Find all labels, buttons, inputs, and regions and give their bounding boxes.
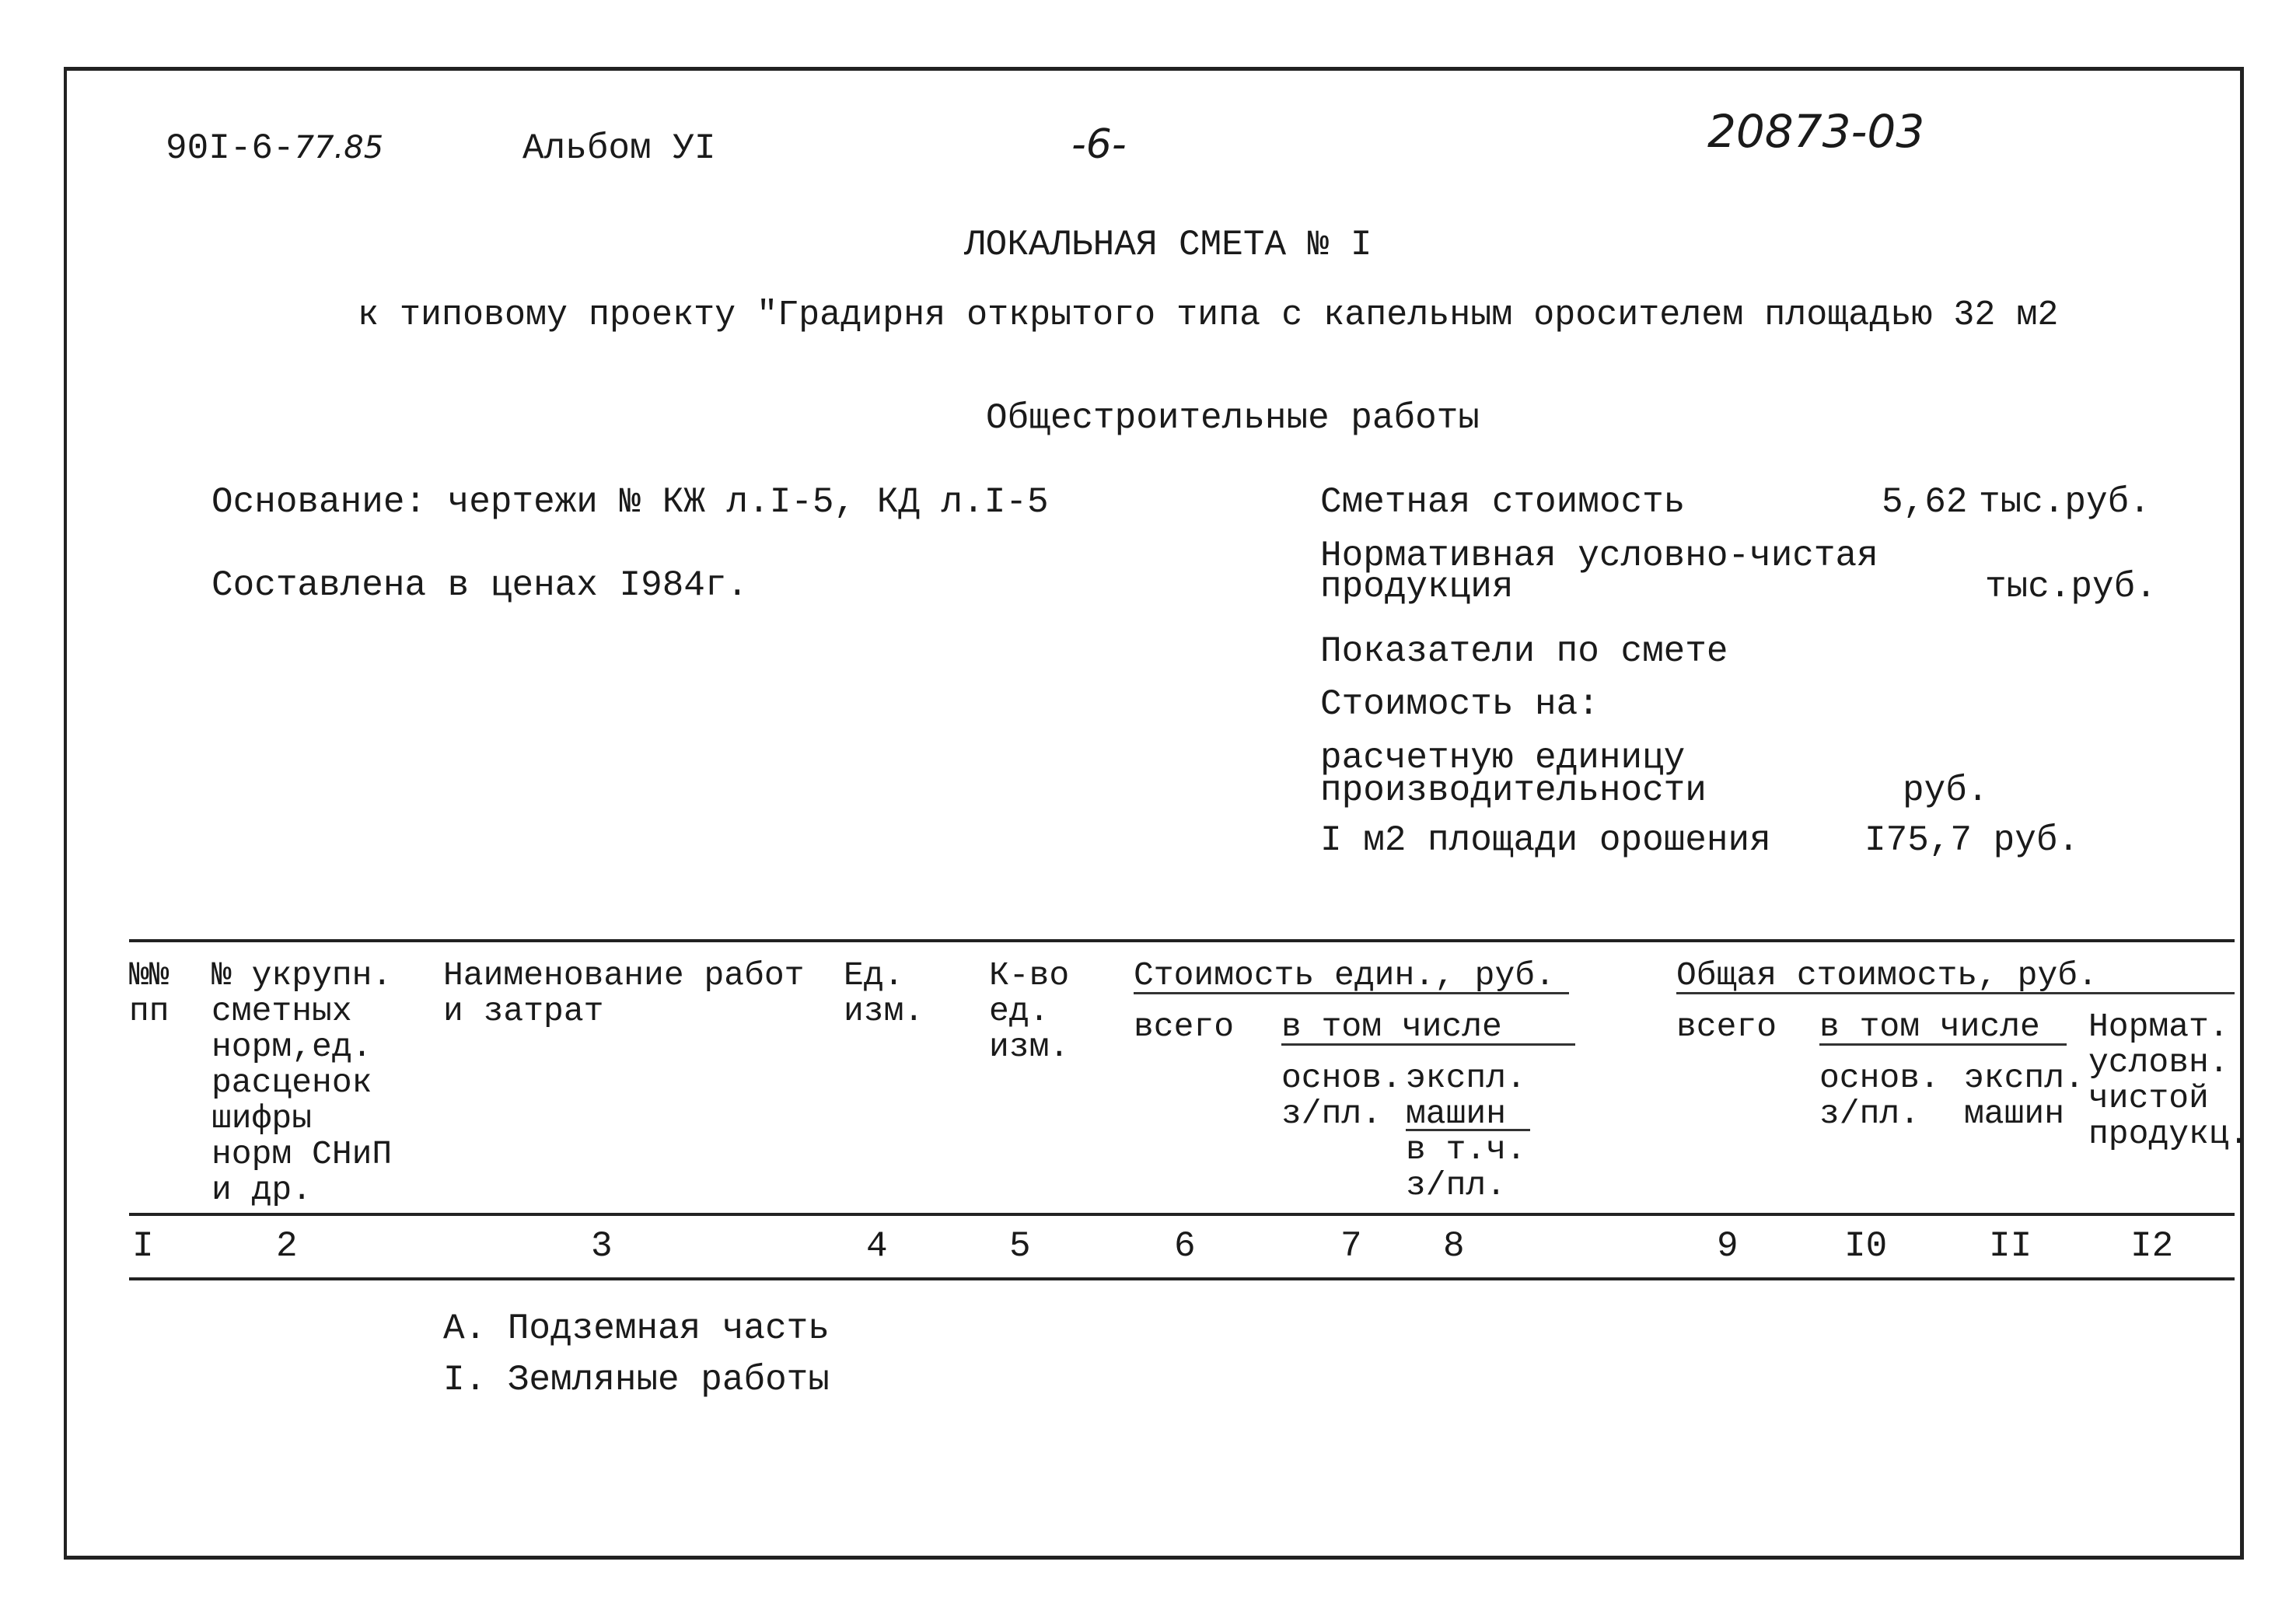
area-label: I м2 площади орошения xyxy=(1320,820,1771,861)
colnum-2: 2 xyxy=(276,1226,298,1266)
incl-unit-underline xyxy=(1281,1043,1575,1046)
header-col6: всего xyxy=(1134,1008,1235,1046)
estimated-cost-label: Сметная стоимость xyxy=(1320,482,1686,522)
sheet-frame xyxy=(64,67,2244,1560)
header-incl-unit: в том числе xyxy=(1281,1008,1502,1046)
header-incl-total: в том числе xyxy=(1819,1008,2040,1046)
normative-label-2: продукция xyxy=(1320,567,1514,607)
incl-total-underline xyxy=(1819,1043,2067,1046)
cost-per-label: Стоимость на: xyxy=(1320,684,1599,725)
total-cost-underline xyxy=(1676,992,2235,994)
section-row: А. Подземная часть xyxy=(443,1308,830,1349)
normative-label-1: Нормативная условно-чистая xyxy=(1320,536,1878,576)
colnum-6: 6 xyxy=(1174,1226,1196,1266)
section-title: Общестроительные работы xyxy=(986,398,1480,438)
unit-label-1: расчетную единицу xyxy=(1320,738,1686,778)
header-col12: Нормат. условн. чистой продукц. xyxy=(2088,1008,2249,1153)
colnum-1: I xyxy=(132,1226,154,1266)
document-title: ЛОКАЛЬНАЯ СМЕТА № I xyxy=(964,225,1372,265)
header-col7: основ. з/пл. xyxy=(1281,1059,1402,1133)
project-code xyxy=(166,128,384,169)
basis-text: Основание: чертежи № КЖ л.I-5, КД л.I-5 xyxy=(211,482,1049,522)
header-col5: К-во ед. изм. xyxy=(989,956,1070,1066)
colnum-3: 3 xyxy=(591,1226,613,1266)
normative-unit: тыс.руб. xyxy=(1985,567,2157,607)
archive-number: 20873-03 xyxy=(1707,105,1925,158)
project-code-handwritten: 77.85 xyxy=(294,130,384,166)
table-numbers-rule xyxy=(129,1277,2235,1280)
indicators-label: Показатели по смете xyxy=(1320,631,1728,672)
colnum-11: II xyxy=(1989,1226,2032,1266)
document-subtitle: к типовому проекту "Градирня открытого типа с капельным оросителем площадью 32 м2 xyxy=(358,295,2059,335)
header-col8: экспл. машин в т.ч. з/пл. xyxy=(1406,1059,1526,1204)
estimated-cost-unit: тыс.руб. xyxy=(1979,482,2151,522)
section-row: I. Земляные работы xyxy=(443,1360,830,1400)
album-label: Альбом УI xyxy=(522,128,716,169)
table-top-rule xyxy=(129,939,2235,942)
header-col9: всего xyxy=(1676,1008,1777,1046)
area-value: I75,7 руб. xyxy=(1864,820,2080,861)
header-col4: Ед. изм. xyxy=(844,956,924,1030)
colnum-7: 7 xyxy=(1340,1226,1362,1266)
unit-cost-underline xyxy=(1134,992,1569,994)
prices-text: Составлена в ценах I984г. xyxy=(211,565,749,606)
estimated-cost-value: 5,62 xyxy=(1882,482,1968,522)
colnum-9: 9 xyxy=(1717,1226,1739,1266)
header-col1: №№ пп xyxy=(129,956,169,1030)
colnum-10: I0 xyxy=(1844,1226,1888,1266)
header-col10: основ. з/пл. xyxy=(1819,1059,1940,1133)
project-code-printed: 90I-6- xyxy=(166,128,295,169)
colnum-8: 8 xyxy=(1443,1226,1465,1266)
unit-currency: руб. xyxy=(1903,770,1989,811)
table-header-rule xyxy=(129,1213,2235,1216)
header-col3: Наименование работ и затрат xyxy=(443,956,805,1030)
unit-label-2: производительности xyxy=(1320,770,1707,811)
header-unit-cost-group: Стоимость един., руб. xyxy=(1134,956,1555,994)
header-col11: экспл. машин xyxy=(1964,1059,2085,1133)
header-col2: № укрупн. сметных норм,ед. расценок шифры норм СНиП и др. xyxy=(211,956,393,1209)
page-number: -6- xyxy=(1071,121,1127,168)
colnum-5: 5 xyxy=(1009,1226,1031,1266)
machines-underline xyxy=(1406,1129,1530,1131)
colnum-12: I2 xyxy=(2130,1226,2174,1266)
header-total-cost-group: Общая стоимость, руб. xyxy=(1676,956,2098,994)
colnum-4: 4 xyxy=(866,1226,888,1266)
